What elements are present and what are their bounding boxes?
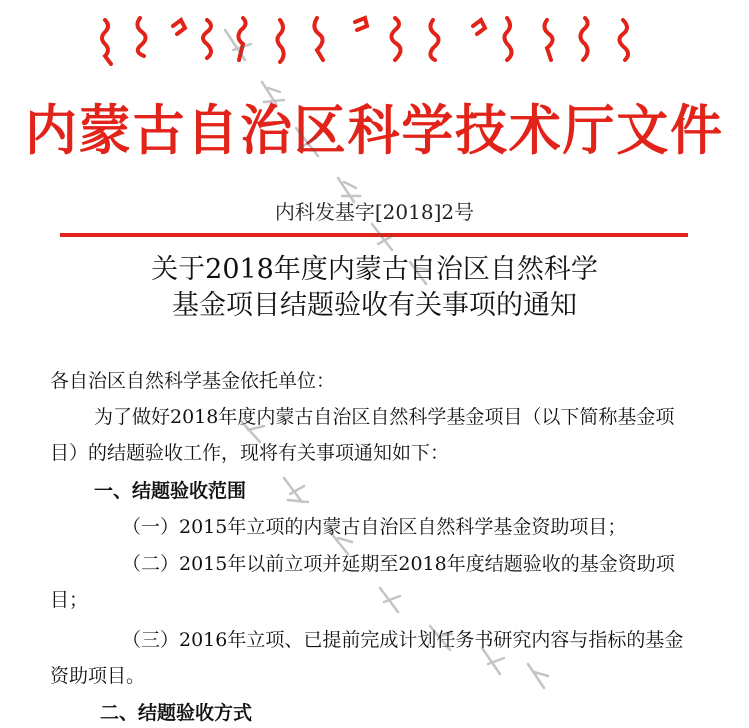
list-item-2-line-2: 目； [50, 589, 89, 611]
salutation: 各自治区自然科学基金依托单位： [50, 370, 336, 392]
intro-paragraph-line-1: 为了做好2018年度内蒙古自治区自然科学基金项目（以下简称基金项 [94, 406, 675, 428]
mongolian-script-header [95, 12, 655, 72]
section-2-heading: 二、结题验收方式 [100, 702, 253, 724]
title-line-1: 关于2018年度内蒙古自治区自然科学 [151, 254, 598, 285]
issuer-name: 内蒙古自治区科学技术厅文件 [25, 99, 724, 162]
document-number: 内科发基字[2018]2号 [274, 200, 475, 224]
title-line-2: 基金项目结题验收有关事项的通知 [172, 290, 577, 321]
list-item-2-line-1: （二）2015年以前立项并延期至2018年度结题验收的基金资助项 [122, 553, 675, 575]
document-title [0, 252, 749, 324]
intro-paragraph-line-2: 目）的结题验收工作，现将有关事项通知如下： [50, 442, 450, 464]
red-divider-line [60, 233, 688, 237]
list-item-3-line-1: （三）2016年立项、已提前完成计划任务书研究内容与指标的基金 [122, 629, 684, 651]
section-1-heading: 一、结题验收范围 [94, 480, 247, 502]
list-item-3-line-2: 资助项目。 [50, 665, 146, 687]
list-item-1: （一）2015年立项的内蒙古自治区自然科学基金资助项目； [122, 516, 627, 538]
